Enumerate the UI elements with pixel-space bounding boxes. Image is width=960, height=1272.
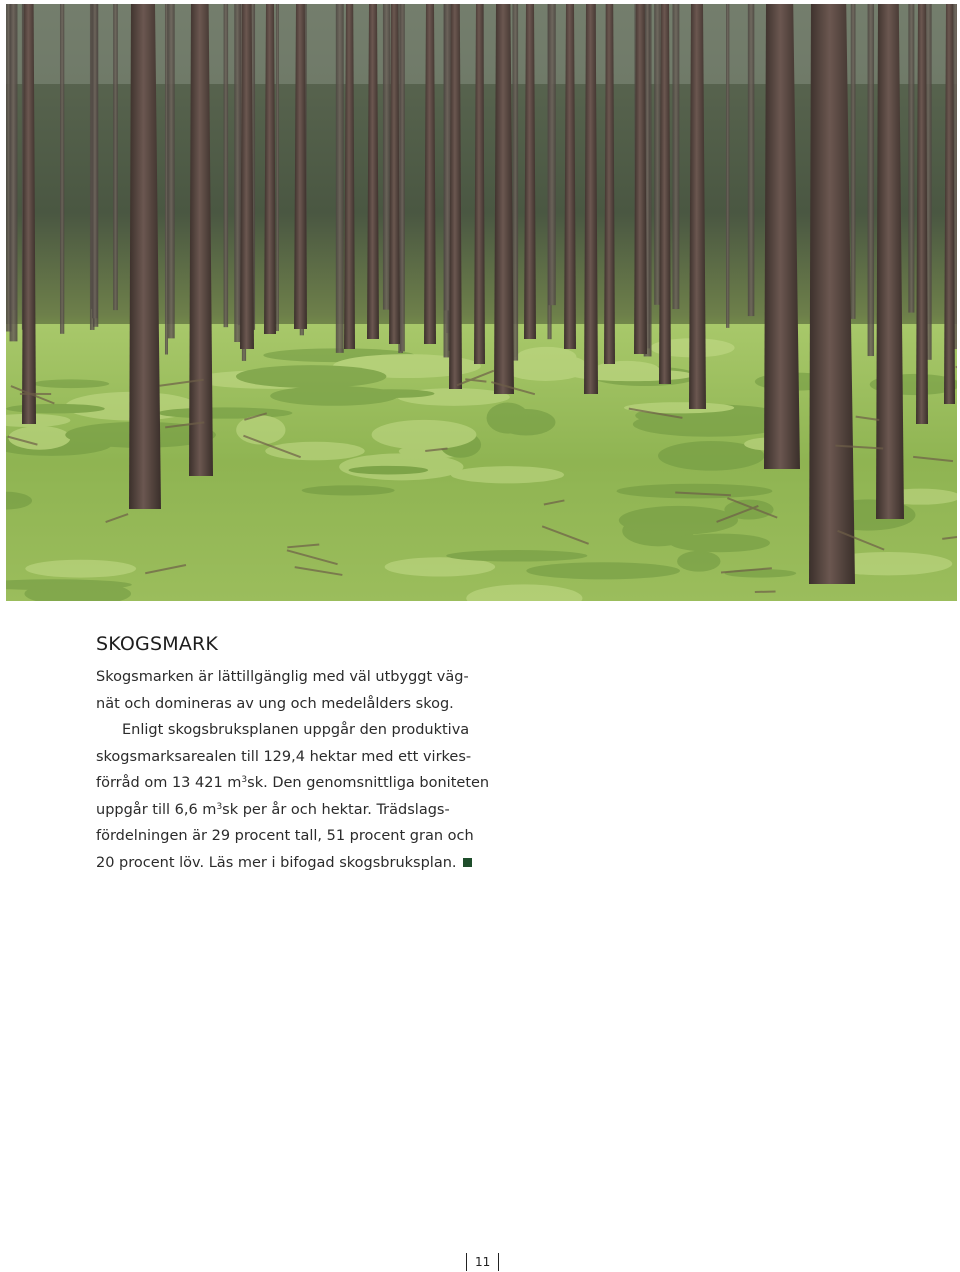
moss-patch bbox=[487, 403, 530, 434]
superscript: 3 bbox=[216, 802, 222, 812]
moss-patch bbox=[617, 484, 773, 499]
background-tree-trunk bbox=[748, 4, 754, 316]
moss-patch bbox=[236, 365, 386, 388]
body-line-5 bbox=[96, 770, 516, 797]
end-of-article-marker bbox=[463, 858, 472, 867]
moss-patch bbox=[670, 534, 770, 553]
background-tree-trunk bbox=[400, 4, 405, 351]
body-line-4: skogsmarksarealen till 129,4 hektar med ett virkes- bbox=[96, 744, 516, 771]
moss-patch bbox=[446, 550, 587, 561]
moss-patch bbox=[270, 386, 398, 406]
background-tree-trunk bbox=[165, 4, 168, 354]
background-tree-trunk bbox=[336, 4, 344, 353]
moss-patch bbox=[33, 379, 109, 388]
body-line-6 bbox=[96, 797, 516, 824]
fallen-branch bbox=[755, 591, 776, 592]
text-fragment: sk. Den genomsnittliga boniteten bbox=[247, 775, 489, 791]
moss-patch bbox=[265, 442, 364, 461]
background-tree-trunk bbox=[851, 4, 856, 319]
page-footer bbox=[466, 1252, 499, 1272]
background-tree-trunk bbox=[673, 4, 680, 309]
tree-trunk bbox=[264, 4, 276, 334]
background-tree-trunk bbox=[726, 4, 729, 328]
background-tree-trunk bbox=[234, 4, 241, 342]
background-tree-trunk bbox=[60, 4, 64, 334]
moss-patch bbox=[624, 402, 734, 413]
body-line-8 bbox=[96, 850, 516, 877]
tree-trunk bbox=[659, 4, 671, 384]
superscript: 3 bbox=[241, 775, 247, 785]
moss-patch bbox=[236, 415, 285, 444]
section-heading: SKOGSMARK bbox=[96, 632, 516, 656]
moss-patch bbox=[302, 485, 395, 495]
background-tree-trunk bbox=[92, 4, 98, 318]
tree-trunk bbox=[584, 4, 598, 394]
text-fragment: förråd om 13 421 m bbox=[96, 775, 241, 791]
body-line-1: Skogsmarken är lättillgänglig med väl utbyggt väg- bbox=[96, 664, 516, 691]
moss-patch bbox=[526, 562, 680, 579]
background-tree-trunk bbox=[548, 4, 556, 305]
section-text bbox=[96, 632, 516, 876]
tree-trunk bbox=[449, 4, 462, 389]
body-line-7: fördelningen är 29 procent tall, 51 procent gran och bbox=[96, 823, 516, 850]
moss-patch bbox=[8, 426, 70, 450]
tree-trunk bbox=[240, 4, 254, 349]
tree-trunk bbox=[424, 4, 436, 344]
background-tree-trunk bbox=[276, 4, 279, 331]
background-tree-trunk bbox=[512, 4, 518, 361]
background-tree-trunk bbox=[113, 4, 118, 310]
moss-patch bbox=[348, 466, 428, 475]
tree-trunk bbox=[22, 4, 36, 424]
text-fragment: sk per år och hektar. Trädslags- bbox=[222, 802, 450, 818]
page-number: 11 bbox=[475, 1255, 490, 1269]
body-line-3: Enligt skogsbruksplanen uppgår den produktiva bbox=[96, 717, 516, 744]
divider bbox=[466, 1253, 467, 1271]
moss-patch bbox=[158, 407, 293, 418]
moss-patch bbox=[677, 551, 720, 572]
text-fragment: uppgår till 6,6 m bbox=[96, 802, 216, 818]
tree-trunk bbox=[524, 4, 536, 339]
forest-photo bbox=[6, 4, 957, 601]
background-tree-trunk bbox=[10, 4, 18, 341]
background-tree-trunk bbox=[868, 4, 874, 356]
tree-trunk bbox=[564, 4, 576, 349]
tree-trunk bbox=[634, 4, 647, 354]
moss-patch bbox=[25, 560, 136, 578]
text-fragment: 20 procent löv. Läs mer i bifogad skogsbruksplan. bbox=[96, 855, 457, 871]
tree-trunk bbox=[916, 4, 928, 424]
background-tree-trunk bbox=[908, 4, 914, 313]
moss-patch bbox=[372, 420, 477, 450]
tree-trunk bbox=[294, 4, 307, 329]
moss-patch bbox=[6, 404, 105, 414]
moss-patch bbox=[387, 560, 480, 570]
background-tree-trunk bbox=[224, 4, 229, 327]
background-tree-trunk bbox=[383, 4, 390, 310]
background-tree-trunk bbox=[168, 4, 175, 338]
moss-patch bbox=[451, 466, 564, 483]
divider bbox=[498, 1253, 499, 1271]
body-line-2: nät och domineras av ung och medelålders skog. bbox=[96, 691, 516, 718]
tree-trunk bbox=[367, 4, 379, 339]
